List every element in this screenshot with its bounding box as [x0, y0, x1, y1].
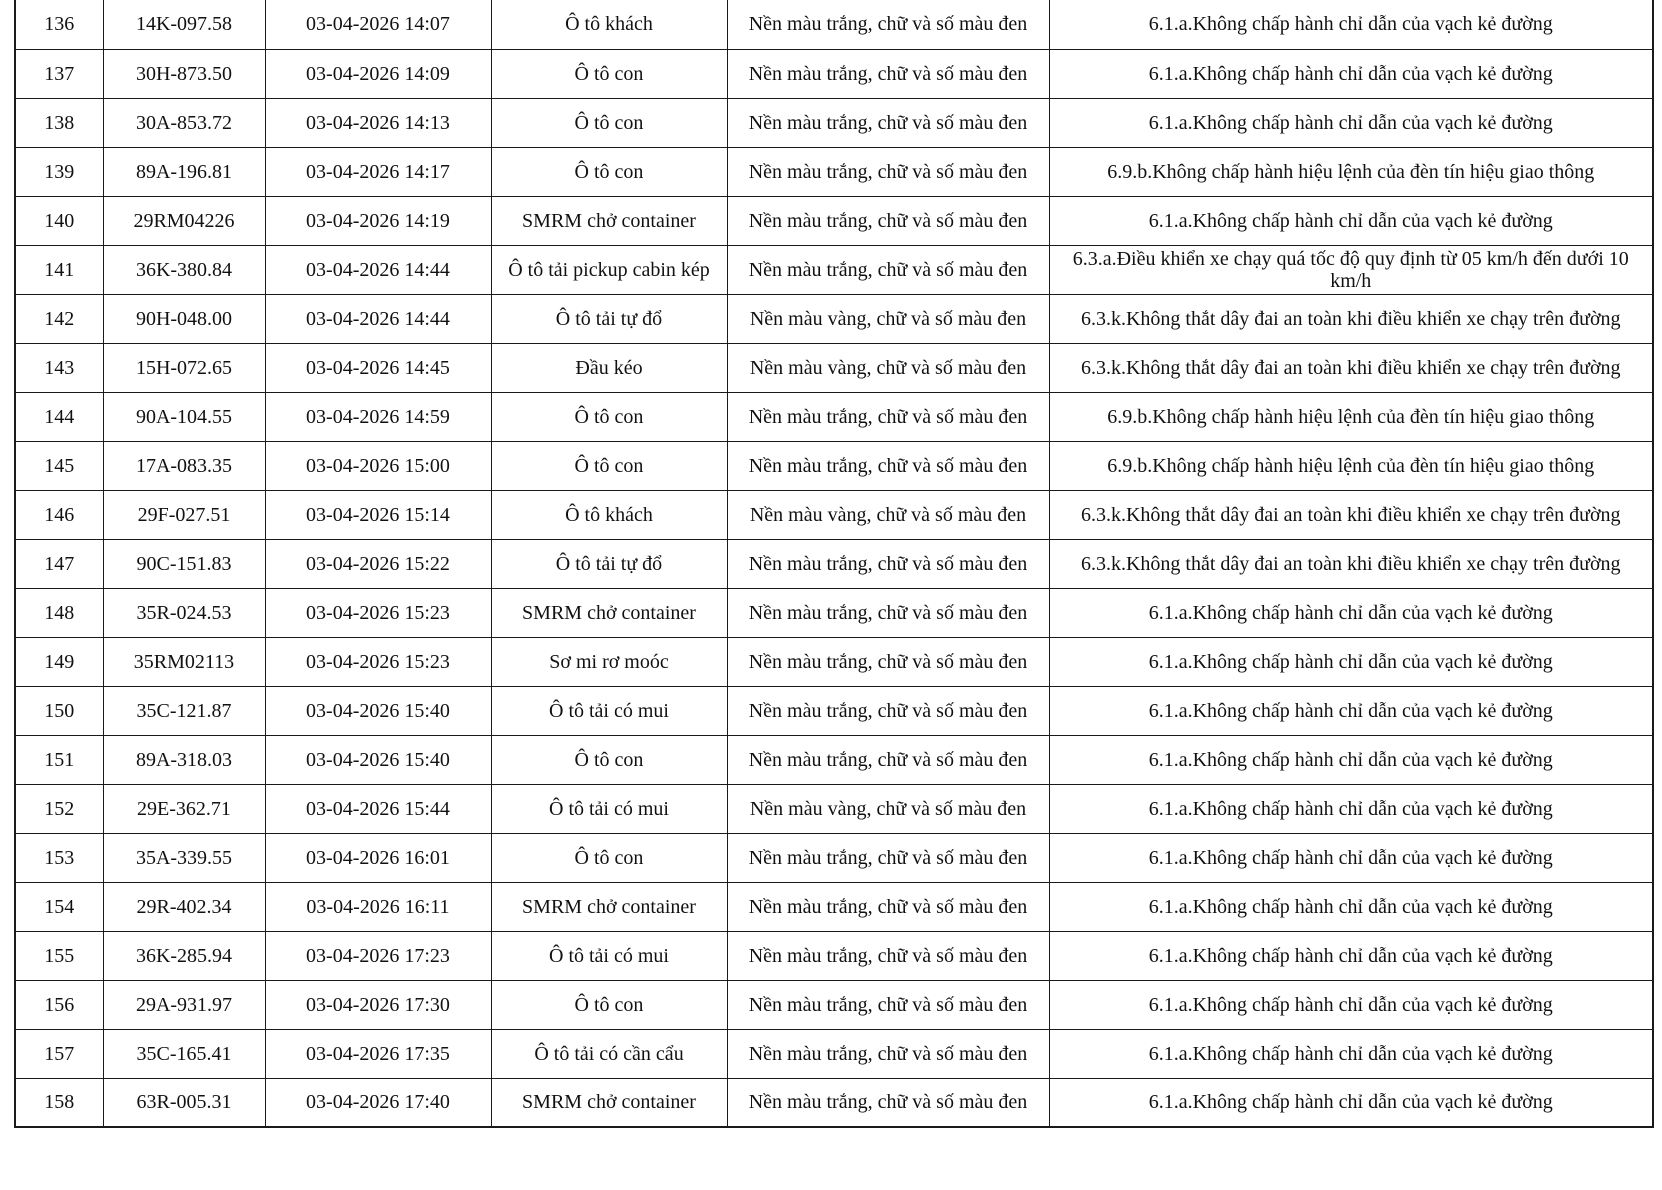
vehicle-type-cell: SMRM chở container	[491, 588, 727, 637]
license-plate-cell: 35RM02113	[103, 637, 265, 686]
violation-description-cell: 6.9.b.Không chấp hành hiệu lệnh của đèn tín hiệu giao thông	[1049, 441, 1653, 490]
plate-color-cell: Nền màu trắng, chữ và số màu đen	[727, 637, 1049, 686]
violation-time-cell: 03-04-2026 17:40	[265, 1078, 491, 1127]
violation-description-cell: 6.9.b.Không chấp hành hiệu lệnh của đèn tín hiệu giao thông	[1049, 392, 1653, 441]
violation-time-cell: 03-04-2026 14:44	[265, 245, 491, 294]
plate-color-cell: Nền màu trắng, chữ và số màu đen	[727, 931, 1049, 980]
license-plate-cell: 29R-402.34	[103, 882, 265, 931]
table-row	[15, 980, 1653, 1029]
vehicle-type-cell: Ô tô tải pickup cabin kép	[491, 245, 727, 294]
violation-time-cell: 03-04-2026 15:00	[265, 441, 491, 490]
violations-table	[14, 0, 1654, 1128]
violation-description-cell: 6.1.a.Không chấp hành chỉ dẫn của vạch kẻ đường	[1049, 882, 1653, 931]
plate-color-cell: Nền màu trắng, chữ và số màu đen	[727, 196, 1049, 245]
violation-time-cell: 03-04-2026 14:17	[265, 147, 491, 196]
row-number-cell: 136	[15, 0, 103, 49]
violation-description-cell: 6.1.a.Không chấp hành chỉ dẫn của vạch kẻ đường	[1049, 1078, 1653, 1127]
vehicle-type-cell: Ô tô con	[491, 735, 727, 784]
table-row	[15, 931, 1653, 980]
violation-time-cell: 03-04-2026 14:07	[265, 0, 491, 49]
plate-color-cell: Nền màu vàng, chữ và số màu đen	[727, 490, 1049, 539]
plate-color-cell: Nền màu trắng, chữ và số màu đen	[727, 539, 1049, 588]
plate-color-cell: Nền màu vàng, chữ và số màu đen	[727, 784, 1049, 833]
license-plate-cell: 89A-196.81	[103, 147, 265, 196]
table-row	[15, 392, 1653, 441]
vehicle-type-cell: Đầu kéo	[491, 343, 727, 392]
vehicle-type-cell: SMRM chở container	[491, 196, 727, 245]
row-number-cell: 138	[15, 98, 103, 147]
license-plate-cell: 29E-362.71	[103, 784, 265, 833]
plate-color-cell: Nền màu trắng, chữ và số màu đen	[727, 980, 1049, 1029]
violation-description-cell: 6.3.k.Không thắt dây đai an toàn khi điều khiển xe chạy trên đường	[1049, 343, 1653, 392]
violation-time-cell: 03-04-2026 17:23	[265, 931, 491, 980]
violation-description-cell: 6.1.a.Không chấp hành chỉ dẫn của vạch kẻ đường	[1049, 1029, 1653, 1078]
violation-time-cell: 03-04-2026 15:23	[265, 588, 491, 637]
table-row	[15, 294, 1653, 343]
table-row	[15, 833, 1653, 882]
violation-description-cell: 6.3.k.Không thắt dây đai an toàn khi điều khiển xe chạy trên đường	[1049, 539, 1653, 588]
license-plate-cell: 89A-318.03	[103, 735, 265, 784]
license-plate-cell: 90A-104.55	[103, 392, 265, 441]
table-row	[15, 539, 1653, 588]
table-row	[15, 49, 1653, 98]
row-number-cell: 143	[15, 343, 103, 392]
row-number-cell: 140	[15, 196, 103, 245]
row-number-cell: 142	[15, 294, 103, 343]
plate-color-cell: Nền màu trắng, chữ và số màu đen	[727, 245, 1049, 294]
table-row	[15, 343, 1653, 392]
table-row	[15, 1029, 1653, 1078]
license-plate-cell: 29F-027.51	[103, 490, 265, 539]
violation-description-cell: 6.1.a.Không chấp hành chỉ dẫn của vạch kẻ đường	[1049, 588, 1653, 637]
table-row	[15, 735, 1653, 784]
table-row	[15, 686, 1653, 735]
license-plate-cell: 35C-121.87	[103, 686, 265, 735]
table-row	[15, 0, 1653, 49]
vehicle-type-cell: Ô tô con	[491, 392, 727, 441]
violation-time-cell: 03-04-2026 15:23	[265, 637, 491, 686]
row-number-cell: 153	[15, 833, 103, 882]
violation-description-cell: 6.1.a.Không chấp hành chỉ dẫn của vạch kẻ đường	[1049, 196, 1653, 245]
license-plate-cell: 30A-853.72	[103, 98, 265, 147]
vehicle-type-cell: Sơ mi rơ moóc	[491, 637, 727, 686]
license-plate-cell: 35C-165.41	[103, 1029, 265, 1078]
plate-color-cell: Nền màu trắng, chữ và số màu đen	[727, 735, 1049, 784]
document-page	[14, 0, 1652, 1128]
violation-time-cell: 03-04-2026 15:22	[265, 539, 491, 588]
violation-description-cell: 6.1.a.Không chấp hành chỉ dẫn của vạch kẻ đường	[1049, 735, 1653, 784]
violation-description-cell: 6.1.a.Không chấp hành chỉ dẫn của vạch kẻ đường	[1049, 686, 1653, 735]
table-row	[15, 637, 1653, 686]
plate-color-cell: Nền màu trắng, chữ và số màu đen	[727, 98, 1049, 147]
license-plate-cell: 36K-380.84	[103, 245, 265, 294]
vehicle-type-cell: Ô tô con	[491, 49, 727, 98]
violation-description-cell: 6.3.k.Không thắt dây đai an toàn khi điều khiển xe chạy trên đường	[1049, 490, 1653, 539]
violation-time-cell: 03-04-2026 14:13	[265, 98, 491, 147]
violation-description-cell: 6.1.a.Không chấp hành chỉ dẫn của vạch kẻ đường	[1049, 49, 1653, 98]
plate-color-cell: Nền màu trắng, chữ và số màu đen	[727, 882, 1049, 931]
license-plate-cell: 14K-097.58	[103, 0, 265, 49]
plate-color-cell: Nền màu trắng, chữ và số màu đen	[727, 147, 1049, 196]
table-row	[15, 441, 1653, 490]
plate-color-cell: Nền màu trắng, chữ và số màu đen	[727, 833, 1049, 882]
license-plate-cell: 17A-083.35	[103, 441, 265, 490]
vehicle-type-cell: Ô tô con	[491, 833, 727, 882]
table-row	[15, 196, 1653, 245]
plate-color-cell: Nền màu trắng, chữ và số màu đen	[727, 49, 1049, 98]
vehicle-type-cell: Ô tô con	[491, 441, 727, 490]
violation-time-cell: 03-04-2026 17:30	[265, 980, 491, 1029]
license-plate-cell: 90C-151.83	[103, 539, 265, 588]
vehicle-type-cell: Ô tô tải có mui	[491, 784, 727, 833]
plate-color-cell: Nền màu vàng, chữ và số màu đen	[727, 343, 1049, 392]
row-number-cell: 154	[15, 882, 103, 931]
plate-color-cell: Nền màu trắng, chữ và số màu đen	[727, 441, 1049, 490]
violation-time-cell: 03-04-2026 16:11	[265, 882, 491, 931]
vehicle-type-cell: Ô tô con	[491, 980, 727, 1029]
row-number-cell: 139	[15, 147, 103, 196]
row-number-cell: 150	[15, 686, 103, 735]
row-number-cell: 147	[15, 539, 103, 588]
violation-description-cell: 6.3.k.Không thắt dây đai an toàn khi điều khiển xe chạy trên đường	[1049, 294, 1653, 343]
table-row	[15, 147, 1653, 196]
license-plate-cell: 63R-005.31	[103, 1078, 265, 1127]
plate-color-cell: Nền màu trắng, chữ và số màu đen	[727, 686, 1049, 735]
violation-description-cell: 6.1.a.Không chấp hành chỉ dẫn của vạch kẻ đường	[1049, 931, 1653, 980]
violation-time-cell: 03-04-2026 14:44	[265, 294, 491, 343]
plate-color-cell: Nền màu vàng, chữ và số màu đen	[727, 294, 1049, 343]
table-row	[15, 784, 1653, 833]
violation-time-cell: 03-04-2026 14:45	[265, 343, 491, 392]
row-number-cell: 157	[15, 1029, 103, 1078]
violations-table-body	[15, 0, 1653, 1127]
row-number-cell: 144	[15, 392, 103, 441]
violation-time-cell: 03-04-2026 16:01	[265, 833, 491, 882]
violation-description-cell: 6.1.a.Không chấp hành chỉ dẫn của vạch kẻ đường	[1049, 98, 1653, 147]
violation-description-cell: 6.1.a.Không chấp hành chỉ dẫn của vạch kẻ đường	[1049, 980, 1653, 1029]
row-number-cell: 155	[15, 931, 103, 980]
license-plate-cell: 35R-024.53	[103, 588, 265, 637]
row-number-cell: 151	[15, 735, 103, 784]
vehicle-type-cell: Ô tô tải có mui	[491, 686, 727, 735]
row-number-cell: 158	[15, 1078, 103, 1127]
plate-color-cell: Nền màu trắng, chữ và số màu đen	[727, 1029, 1049, 1078]
vehicle-type-cell: Ô tô con	[491, 98, 727, 147]
violation-time-cell: 03-04-2026 15:14	[265, 490, 491, 539]
vehicle-type-cell: SMRM chở container	[491, 882, 727, 931]
row-number-cell: 146	[15, 490, 103, 539]
vehicle-type-cell: Ô tô tải tự đổ	[491, 294, 727, 343]
plate-color-cell: Nền màu trắng, chữ và số màu đen	[727, 588, 1049, 637]
violation-time-cell: 03-04-2026 15:40	[265, 686, 491, 735]
violation-description-cell: 6.1.a.Không chấp hành chỉ dẫn của vạch kẻ đường	[1049, 784, 1653, 833]
violation-description-cell: 6.1.a.Không chấp hành chỉ dẫn của vạch kẻ đường	[1049, 833, 1653, 882]
violation-time-cell: 03-04-2026 14:59	[265, 392, 491, 441]
table-row	[15, 882, 1653, 931]
row-number-cell: 141	[15, 245, 103, 294]
license-plate-cell: 90H-048.00	[103, 294, 265, 343]
plate-color-cell: Nền màu trắng, chữ và số màu đen	[727, 0, 1049, 49]
violation-time-cell: 03-04-2026 15:40	[265, 735, 491, 784]
row-number-cell: 156	[15, 980, 103, 1029]
vehicle-type-cell: Ô tô tải tự đổ	[491, 539, 727, 588]
license-plate-cell: 29RM04226	[103, 196, 265, 245]
plate-color-cell: Nền màu trắng, chữ và số màu đen	[727, 1078, 1049, 1127]
vehicle-type-cell: Ô tô tải có cần cẩu	[491, 1029, 727, 1078]
license-plate-cell: 36K-285.94	[103, 931, 265, 980]
table-row	[15, 588, 1653, 637]
vehicle-type-cell: Ô tô khách	[491, 0, 727, 49]
row-number-cell: 149	[15, 637, 103, 686]
license-plate-cell: 30H-873.50	[103, 49, 265, 98]
row-number-cell: 148	[15, 588, 103, 637]
violation-time-cell: 03-04-2026 14:09	[265, 49, 491, 98]
table-row	[15, 1078, 1653, 1127]
license-plate-cell: 29A-931.97	[103, 980, 265, 1029]
license-plate-cell: 15H-072.65	[103, 343, 265, 392]
violation-time-cell: 03-04-2026 14:19	[265, 196, 491, 245]
vehicle-type-cell: Ô tô tải có mui	[491, 931, 727, 980]
violation-description-cell: 6.9.b.Không chấp hành hiệu lệnh của đèn tín hiệu giao thông	[1049, 147, 1653, 196]
vehicle-type-cell: Ô tô con	[491, 147, 727, 196]
vehicle-type-cell: SMRM chở container	[491, 1078, 727, 1127]
table-row	[15, 98, 1653, 147]
violation-description-cell: 6.1.a.Không chấp hành chỉ dẫn của vạch kẻ đường	[1049, 637, 1653, 686]
plate-color-cell: Nền màu trắng, chữ và số màu đen	[727, 392, 1049, 441]
row-number-cell: 152	[15, 784, 103, 833]
violation-time-cell: 03-04-2026 17:35	[265, 1029, 491, 1078]
license-plate-cell: 35A-339.55	[103, 833, 265, 882]
table-row	[15, 245, 1653, 294]
violation-description-cell: 6.1.a.Không chấp hành chỉ dẫn của vạch kẻ đường	[1049, 0, 1653, 49]
row-number-cell: 137	[15, 49, 103, 98]
violation-time-cell: 03-04-2026 15:44	[265, 784, 491, 833]
vehicle-type-cell: Ô tô khách	[491, 490, 727, 539]
row-number-cell: 145	[15, 441, 103, 490]
violation-description-cell: 6.3.a.Điều khiển xe chạy quá tốc độ quy định từ 05 km/h đến dưới 10 km/h	[1049, 245, 1653, 294]
table-row	[15, 490, 1653, 539]
